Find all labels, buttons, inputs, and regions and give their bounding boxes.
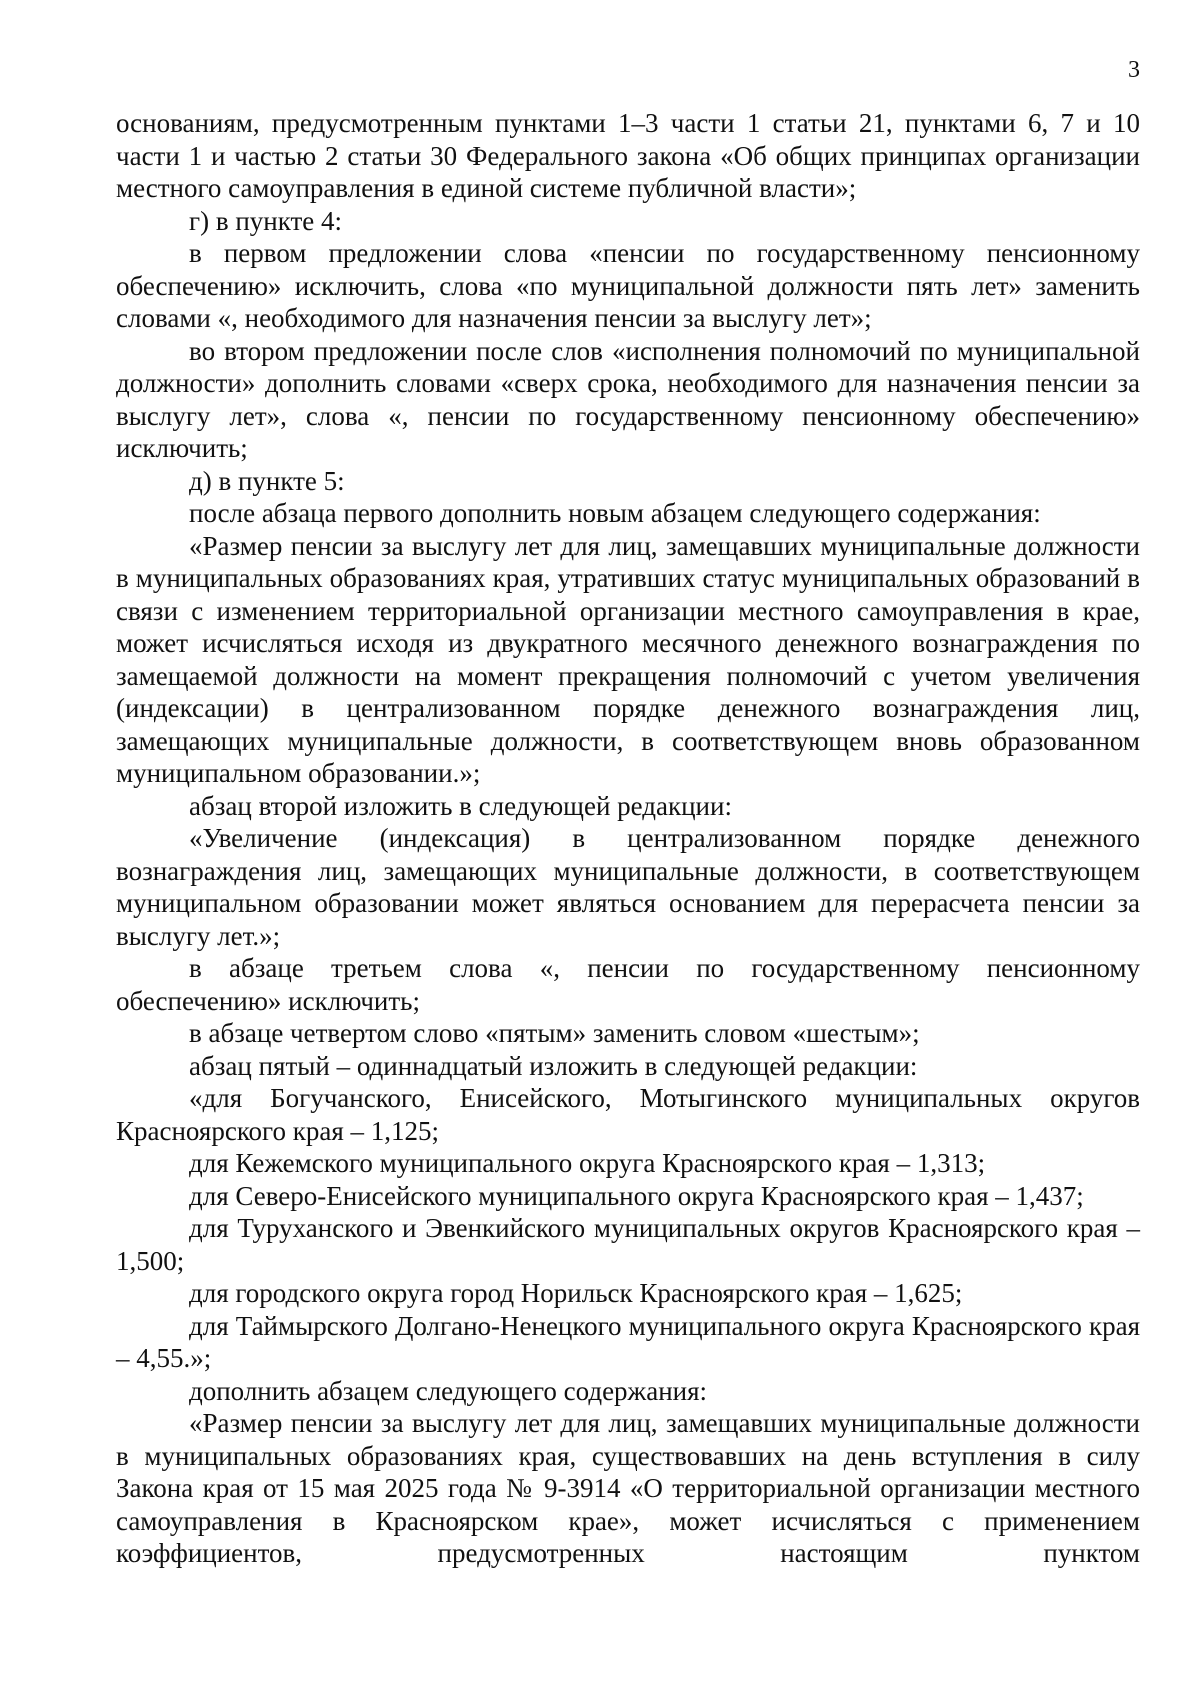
paragraph: основаниям, предусмотренным пунктами 1–3 части 1 статьи 21, пунктами 6, 7 и 10 части 1 и частью 2 статьи 30 Федерального закона «Об общих принципах организации местного самоуправления в единой системе публичной власти»; bbox=[116, 108, 1140, 203]
paragraph: абзац пятый – одиннадцатый изложить в следующей редакции: bbox=[189, 1050, 918, 1081]
page-number: 3 bbox=[1128, 57, 1140, 83]
paragraph: «для Богучанского, Енисейского, Мотыгинского муниципальных округов Красноярского края – 1,125; bbox=[116, 1083, 1140, 1146]
paragraph: «Размер пенсии за выслугу лет для лиц, замещавших муниципальные должности в муниципальных образованиях края, существовавших на день вступления в силу Закона края от 15 мая 2025 года № 9-3914 «О территориальной организации местного самоуправления в Красноярском крае», может исчисляться с применением коэффициентов, предусмотренных настоящим пунктом bbox=[116, 1408, 1140, 1568]
paragraph: абзац второй изложить в следующей редакции: bbox=[189, 790, 732, 821]
paragraph: «Увеличение (индексация) в централизованном порядке денежного вознаграждения лиц, замещающих муниципальные должности, в соответствующем муниципальном образовании может являться основанием для перерасчета пенсии за выслугу лет.»; bbox=[116, 823, 1140, 951]
paragraph: д) в пункте 5: bbox=[189, 465, 345, 496]
paragraph: в абзаце четвертом слово «пятым» заменить словом «шестым»; bbox=[189, 1018, 920, 1048]
paragraph: г) в пункте 4: bbox=[189, 205, 343, 236]
paragraph: для Таймырского Долгано-Ненецкого муниципального округа Красноярского края – 4,55.»; bbox=[116, 1310, 1140, 1373]
paragraph: в абзаце третьем слова «, пенсии по государственному пенсионному обеспечению» исключить; bbox=[116, 953, 1140, 1016]
paragraph: для Северо-Енисейского муниципального округа Красноярского края – 1,437; bbox=[189, 1180, 1084, 1211]
paragraph: для городского округа город Норильск Красноярского края – 1,625; bbox=[189, 1278, 963, 1308]
paragraph: для Туруханского и Эвенкийского муниципальных округов Красноярского края – 1,500; bbox=[116, 1213, 1140, 1276]
paragraph: в первом предложении слова «пенсии по государственному пенсионному обеспечению» исключить, слова «по муниципальной должности пять лет» заменить словами «, необходимого для назначения пенсии за выслугу лет»; bbox=[116, 238, 1140, 333]
paragraph: после абзаца первого дополнить новым абзацем следующего содержания: bbox=[189, 498, 1041, 528]
paragraph: для Кежемского муниципального округа Красноярского края – 1,313; bbox=[189, 1148, 986, 1178]
paragraph: дополнить абзацем следующего содержания: bbox=[189, 1375, 708, 1406]
paragraph: во втором предложении после слов «исполнения полномочий по муниципальной должности» дополнить словами «сверх срока, необходимого для назначения пенсии за выслугу лет», слова «, пенсии по государственному пенсионному обеспечению» исключить; bbox=[116, 335, 1140, 463]
paragraph: «Размер пенсии за выслугу лет для лиц, замещавших муниципальные должности в муниципальных образованиях края, утративших статус муниципальных образований в связи с изменением территориальной организации местного самоуправления в крае, может исчисляться исходя из двукратного месячного денежного вознаграждения по замещаемой должности на момент прекращения полномочий с учетом увеличения (индексации) в централизованном порядке денежного вознаграждения лиц, замещающих муниципальные должности, в соответствующем вновь образованном муниципальном образовании.»; bbox=[116, 530, 1140, 788]
